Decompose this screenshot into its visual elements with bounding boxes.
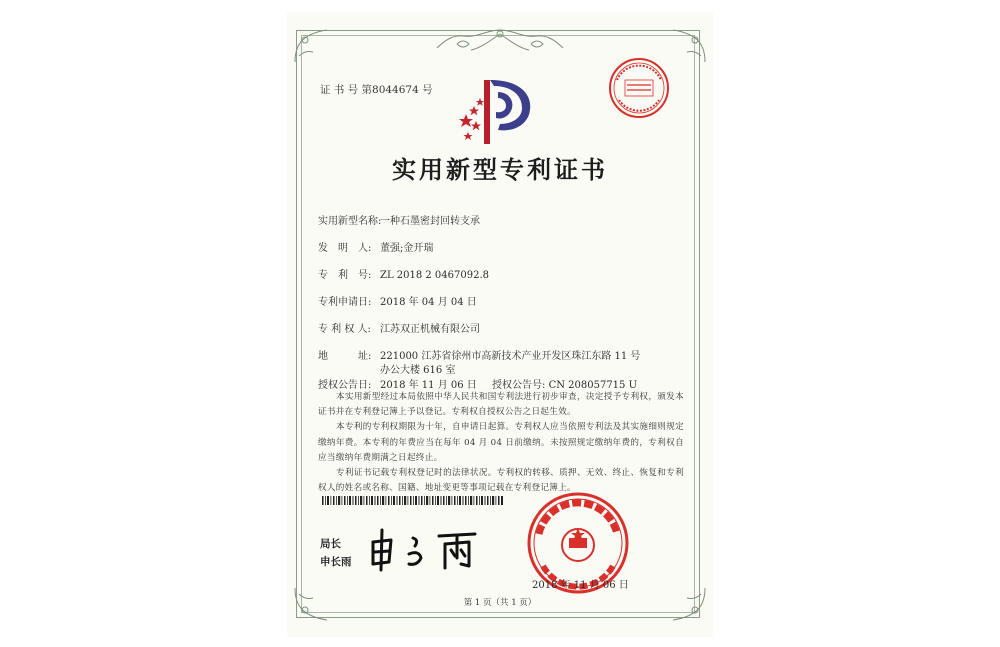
certificate-number: 证 书 号 第8044674 号 [320,84,433,96]
field-label: 授权公告号: [492,380,546,391]
field-value: 2018 年 11 月 06 日 [380,380,477,391]
certificate-page [287,12,713,637]
field-grant-date [318,376,477,391]
field-grant-number [492,376,637,391]
field-label: 专 利 号: [318,270,372,281]
field-value: 221000 江苏省徐州市高新技术产业开发区珠江东路 11 号 [380,351,641,362]
seal-date: 2018 年 11 月 06 日 [532,580,629,591]
field-value: 一种石墨密封回转支承 [380,216,480,227]
paragraph-grant: 本实用新型经过本局依照中华人民共和国专利法进行初步审查，决定授予专利权，颁发本证书并在专利登记簿上予以登记。专利权自授权公告之日起生效。 [318,392,684,418]
signer-name: 申长雨 [320,556,352,568]
patent-office-logo-icon [452,74,542,148]
field-label: 发 明 人: [318,243,372,254]
barcode-icon [322,496,504,505]
field-label: 实用新型名称: [318,216,382,227]
paragraph-term: 本专利的专利权期限为十年，自申请日起算。专利权人应当依照专利法及其实施细则规定缴纳年费。本专利的年费应当在每年 04 月 04 日前缴纳。未按照规定缴纳年费的，专利权自应当缴纳年费期满之日起终止。 [318,422,684,463]
corner-ornament-top-right-icon [669,26,709,66]
field-value: 董强;金开瑞 [380,243,434,254]
certificate-body-text [318,390,684,496]
field-label: 地 址: [318,351,372,362]
field-name [318,212,480,227]
field-value: 江苏双正机械有限公司 [380,324,480,335]
registration-stamp-icon [607,56,671,120]
corner-ornament-top-left-icon [291,26,331,66]
field-address [318,347,640,362]
field-patent-number [318,266,489,281]
top-ornament-icon [427,26,573,58]
handwritten-signature-icon [365,524,493,574]
field-label: 授权公告日: [318,380,372,391]
signer-title: 局长 [320,538,341,550]
field-inventor [318,239,433,254]
page-footer: 第 1 页（共 1 页） [463,598,537,608]
field-application-date [318,293,477,308]
field-value: CN 208057715 U [548,380,638,391]
paragraph-record: 专利证书记载专利权登记时的法律状况。专利权的转移、质押、无效、终止、恢复和专利权人的姓名或名称、国籍、地址变更等事项记载在专利登记簿上。 [318,468,684,494]
field-address-line2: 办公大楼 616 室 [380,365,456,376]
field-value: ZL 2018 2 0467092.8 [380,270,490,281]
field-label: 专 利 权 人: [318,324,371,335]
field-label: 专利申请日: [318,297,372,308]
certificate-title: 实用新型专利证书 [392,155,608,184]
field-patentee [318,320,480,335]
field-value: 2018 年 04 月 04 日 [380,297,477,308]
